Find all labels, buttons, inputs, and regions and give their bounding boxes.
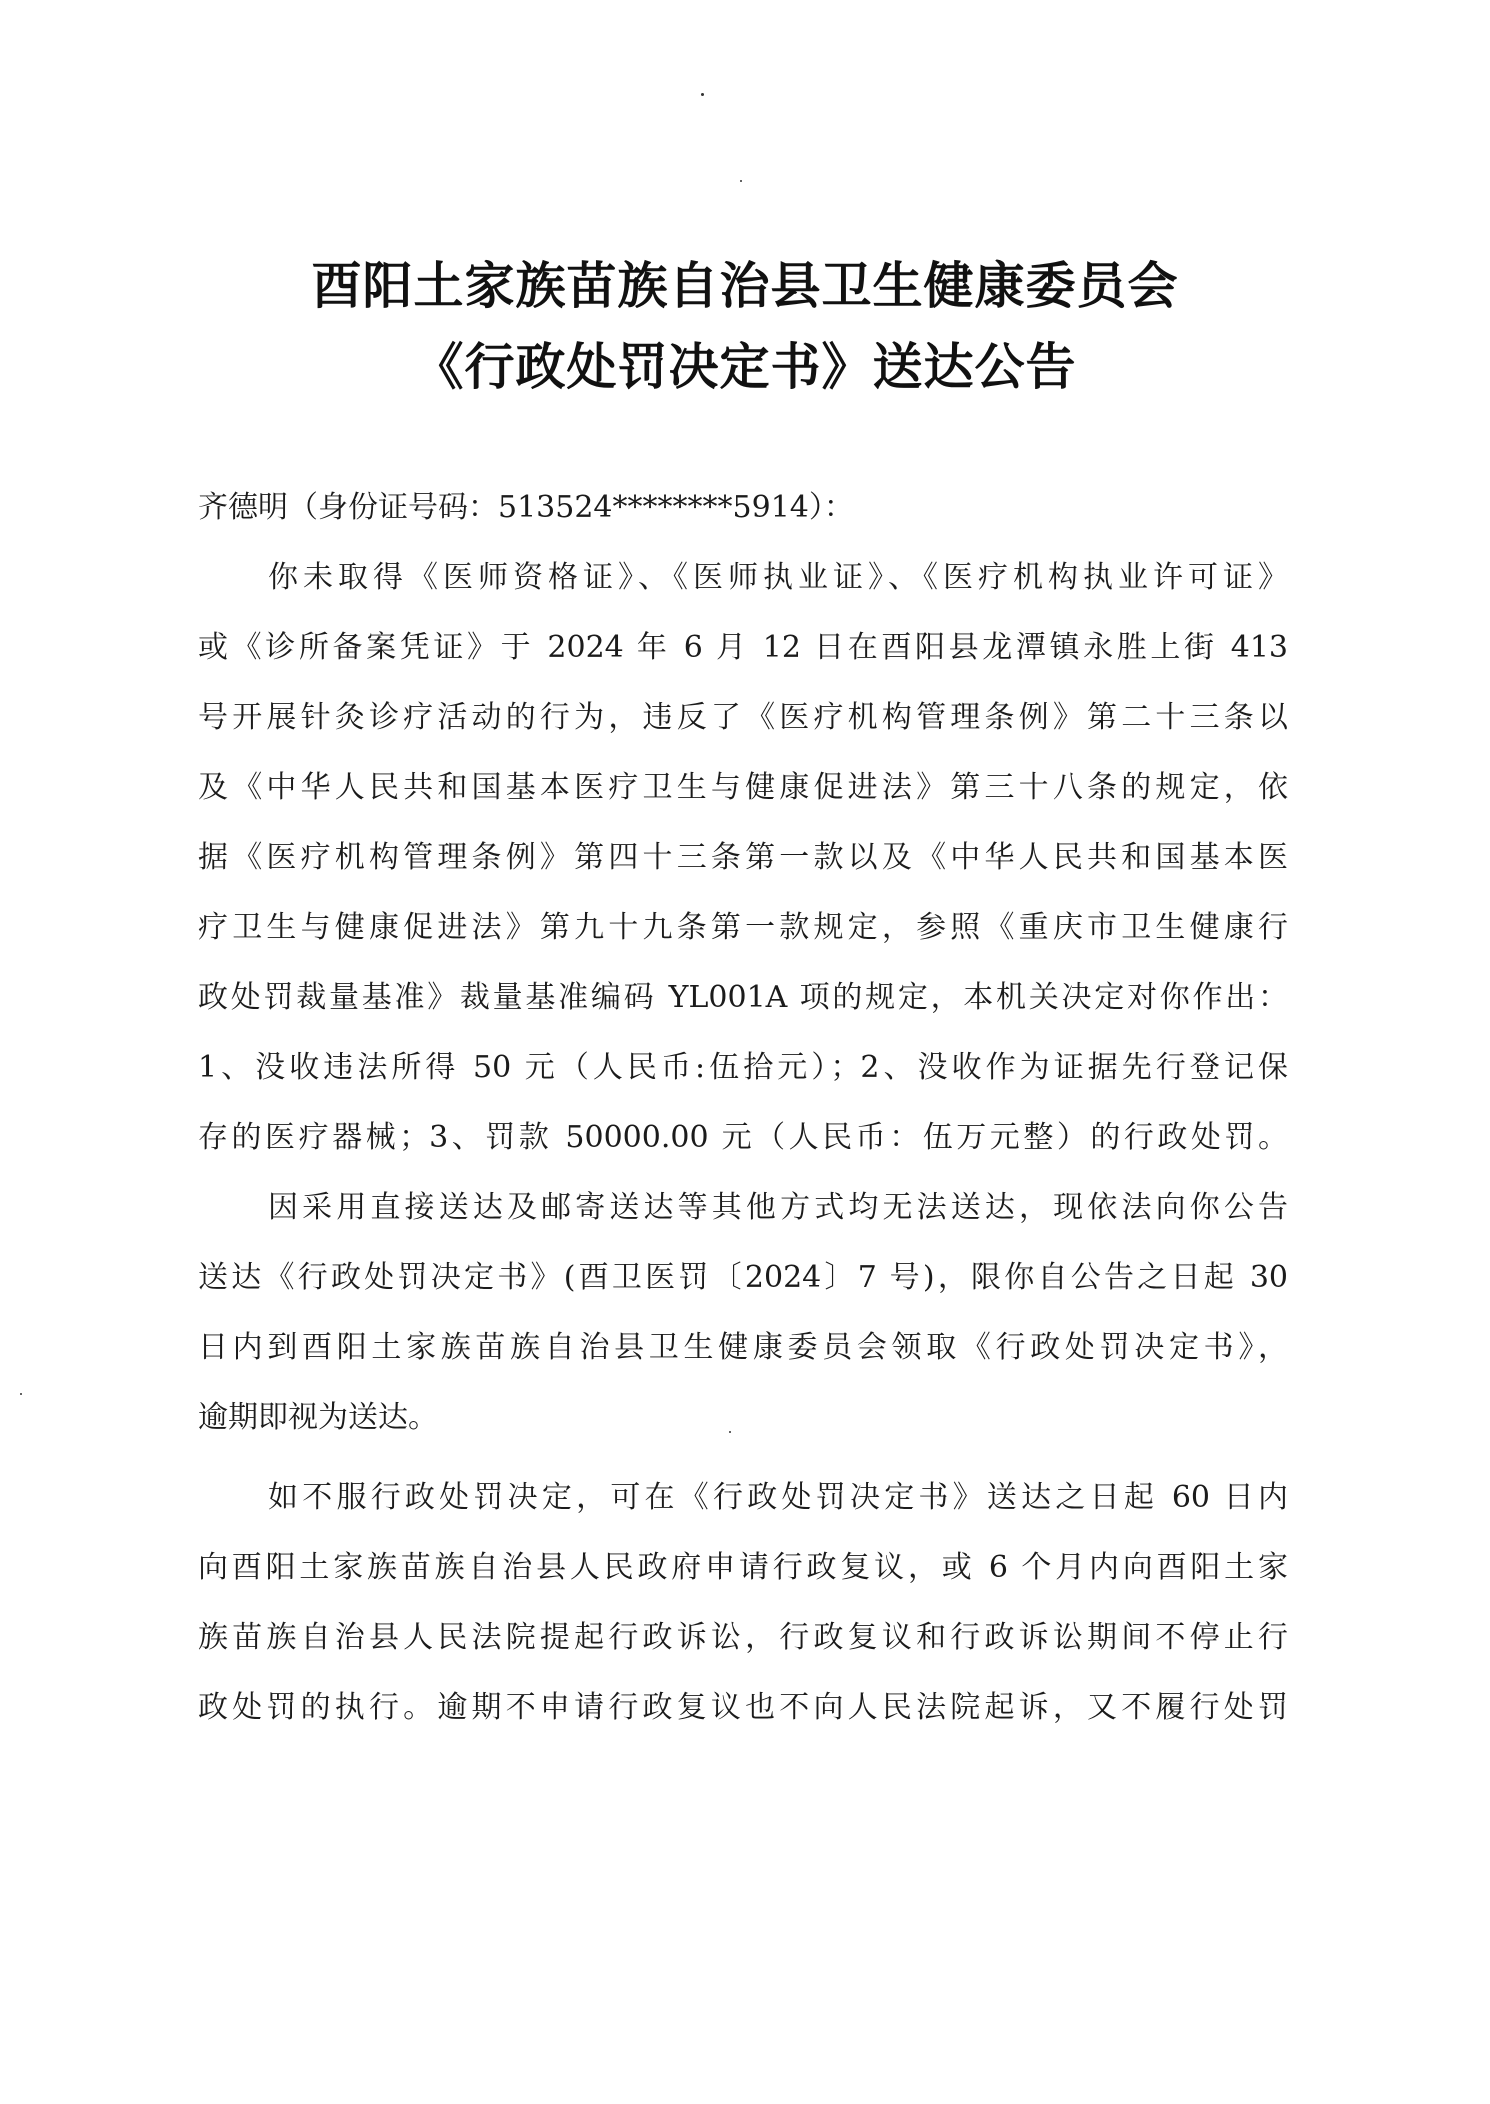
scan-speck <box>740 180 742 182</box>
paragraph1-line: 号开展针灸诊疗活动的行为，违反了《医疗机构管理条例》第二十三条以 <box>198 700 1288 735</box>
paragraph2-line: 日内到酉阳土家族苗族自治县卫生健康委员会领取《行政处罚决定书》， <box>198 1330 1288 1365</box>
document-title-line2: 《行政处罚决定书》送达公告 <box>413 338 1077 396</box>
paragraph3-line: 向酉阳土家族苗族自治县人民政府申请行政复议，或 6 个月内向酉阳土家 <box>198 1550 1288 1585</box>
salutation: 齐德明（身份证号码：513524********5914）： <box>198 490 854 525</box>
paragraph1-line: 及《中华人民共和国基本医疗卫生与健康促进法》第三十八条的规定，依 <box>198 770 1288 805</box>
paragraph3-line: 如不服行政处罚决定，可在《行政处罚决定书》送达之日起 60 日内 <box>268 1480 1288 1515</box>
paragraph3-line: 族苗族自治县人民法院提起行政诉讼，行政复议和行政诉讼期间不停止行 <box>198 1620 1288 1655</box>
paragraph1-line: 或《诊所备案凭证》于 2024 年 6 月 12 日在酉阳县龙潭镇永胜上街 413 <box>198 630 1288 665</box>
paragraph1-line: 1、没收违法所得 50 元（人民币:伍拾元）；2、没收作为证据先行登记保 <box>198 1050 1288 1085</box>
scan-speck <box>20 1393 22 1395</box>
paragraph1-line: 存的医疗器械；3、罚款 50000.00 元（人民币：伍万元整）的行政处罚。 <box>198 1120 1288 1155</box>
paragraph2-line: 送达《行政处罚决定书》(酉卫医罚〔2024〕7 号)，限你自公告之日起 30 <box>198 1260 1288 1295</box>
document-title-line1: 酉阳土家族苗族自治县卫生健康委员会 <box>311 257 1179 315</box>
paragraph2-line: 因采用直接送达及邮寄送达等其他方式均无法送达，现依法向你公告 <box>268 1190 1288 1225</box>
paragraph1-line: 据《医疗机构管理条例》第四十三条第一款以及《中华人民共和国基本医 <box>198 840 1288 875</box>
paragraph1-line: 政处罚裁量基准》裁量基准编码 YL001A 项的规定，本机关决定对你作出： <box>198 980 1288 1015</box>
paragraph1-line: 疗卫生与健康促进法》第九十九条第一款规定，参照《重庆市卫生健康行 <box>198 910 1288 945</box>
scan-speck <box>729 1431 731 1433</box>
paragraph2-line: 逾期即视为送达。 <box>198 1400 438 1435</box>
paragraph3-line: 政处罚的执行。逾期不申请行政复议也不向人民法院起诉，又不履行处罚 <box>198 1690 1288 1725</box>
paragraph1-line: 你未取得《医师资格证》、《医师执业证》、《医疗机构执业许可证》 <box>268 560 1288 595</box>
scan-speck <box>701 93 704 96</box>
